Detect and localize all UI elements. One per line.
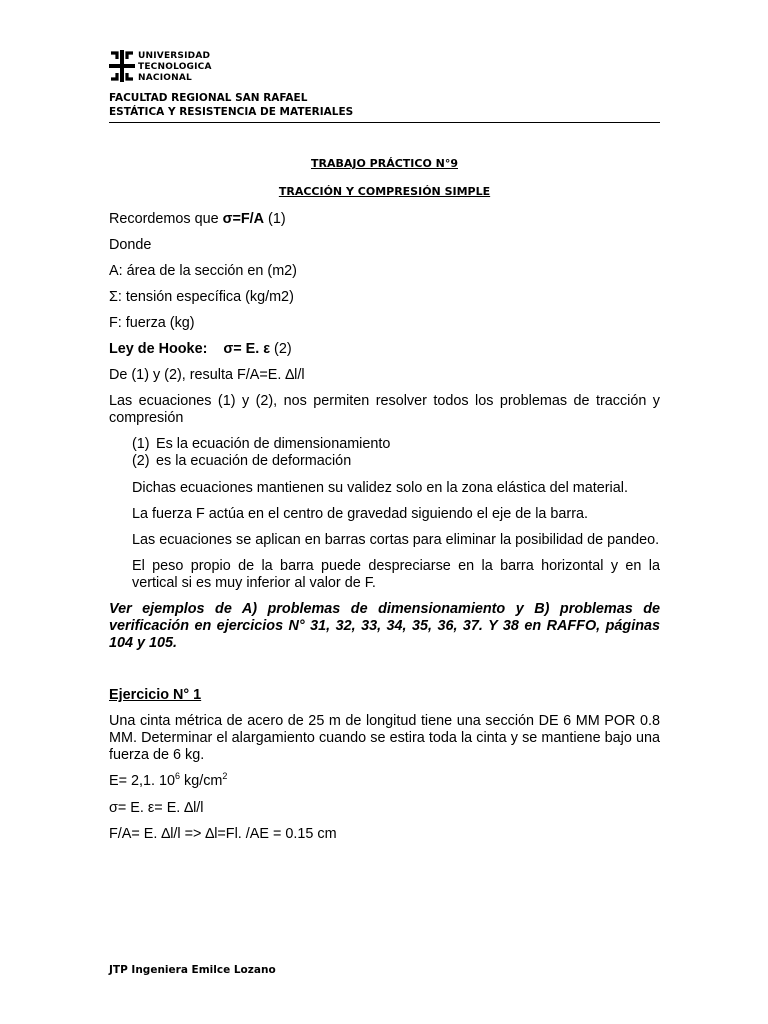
logo-line-1: UNIVERSIDAD [138,51,211,61]
hooke-label: Ley de Hooke: [109,341,208,357]
modulus-exponent: 6 [175,771,181,782]
note-self-weight: El peso propio de la barra puede despreciarse en la barra horizontal y en la vertical si es muy inferior al valor de F. [132,558,660,591]
university-logo [109,50,249,84]
modulus-prefix: E= 2,1. 10 [109,773,176,789]
ecuaciones-paragraph: Las ecuaciones (1) y (2), nos permiten resolver todos los problemas de tracción y compresión [109,393,660,426]
modulus-unit-exponent: 2 [222,771,228,782]
hooke-ref: (2) [270,341,292,357]
note-buckling: Las ecuaciones se aplican en barras cortas para eliminar la posibilidad de pandeo. [132,532,660,548]
donde-line: Donde [109,237,152,253]
hooke-formula: σ= E. ε [223,341,271,357]
page-subtitle: TRACCIÓN Y COMPRESIÓN SIMPLE [278,185,491,198]
definition-area: A: área de la sección en (m2) [109,263,297,279]
list-item-text: es la ecuación de deformación [156,453,352,469]
definition-force: F: fuerza (kg) [109,315,195,331]
recordemos-prefix: Recordemos que [109,211,223,227]
note-center-gravity: La fuerza F actúa en el centro de gravedad siguiendo el eje de la barra. [132,506,589,522]
utn-logo-icon [109,50,135,82]
logo-text [138,51,212,84]
stress-formula: σ=F/A [222,211,265,227]
logo-line-3: NACIONAL [138,73,192,83]
modulus-unit: kg/cm [180,773,223,789]
recordemos-line [109,211,660,228]
hooke-law-line [109,341,660,358]
result-line: F/A= E. ∆l/l => ∆l=Fl. /AE = 0.15 cm [109,826,337,842]
exercise-statement: Una cinta métrica de acero de 25 m de longitud tiene una sección DE 6 MM POR 0.8 MM. Determinar el alargamiento cuando se estira toda la cinta y se mantiene bajo una fuerza de 6 kg. [109,713,660,763]
list-item-text: Es la ecuación de dimensionamiento [156,436,391,452]
list-item-number: (2) [132,453,150,469]
subject-name: ESTÁTICA Y RESISTENCIA DE MATERIALES [109,106,354,118]
header-divider [109,122,660,123]
page-footer: JTP Ingeniera Emilce Lozano [109,964,276,976]
exercise-heading: Ejercicio N° 1 [109,687,202,703]
sigma-line: σ= E. ε= E. ∆l/l [109,800,204,816]
definition-stress: Σ: tensión específica (kg/m2) [109,289,294,305]
note-elastic-zone: Dichas ecuaciones mantienen su validez solo en la zona elástica del material. [132,480,628,496]
list-item [132,453,351,470]
page-title: TRABAJO PRÁCTICO N°9 [311,157,458,170]
stress-formula-ref: (1) [264,211,286,227]
logo-line-2: TECNOLOGICA [138,62,212,72]
list-item [132,436,390,453]
faculty-name: FACULTAD REGIONAL SAN RAFAEL [109,92,308,104]
resulta-line: De (1) y (2), resulta F/A=E. ∆l/l [109,367,305,383]
examples-reference: Ver ejemplos de A) problemas de dimensionamiento y B) problemas de verificación en ejercicios N° 31, 32, 33, 34, 35, 36, 37. Y 38 en RAFFO, páginas 104 y 105. [109,601,660,651]
list-item-number: (1) [132,436,150,452]
modulus-line [109,773,660,790]
